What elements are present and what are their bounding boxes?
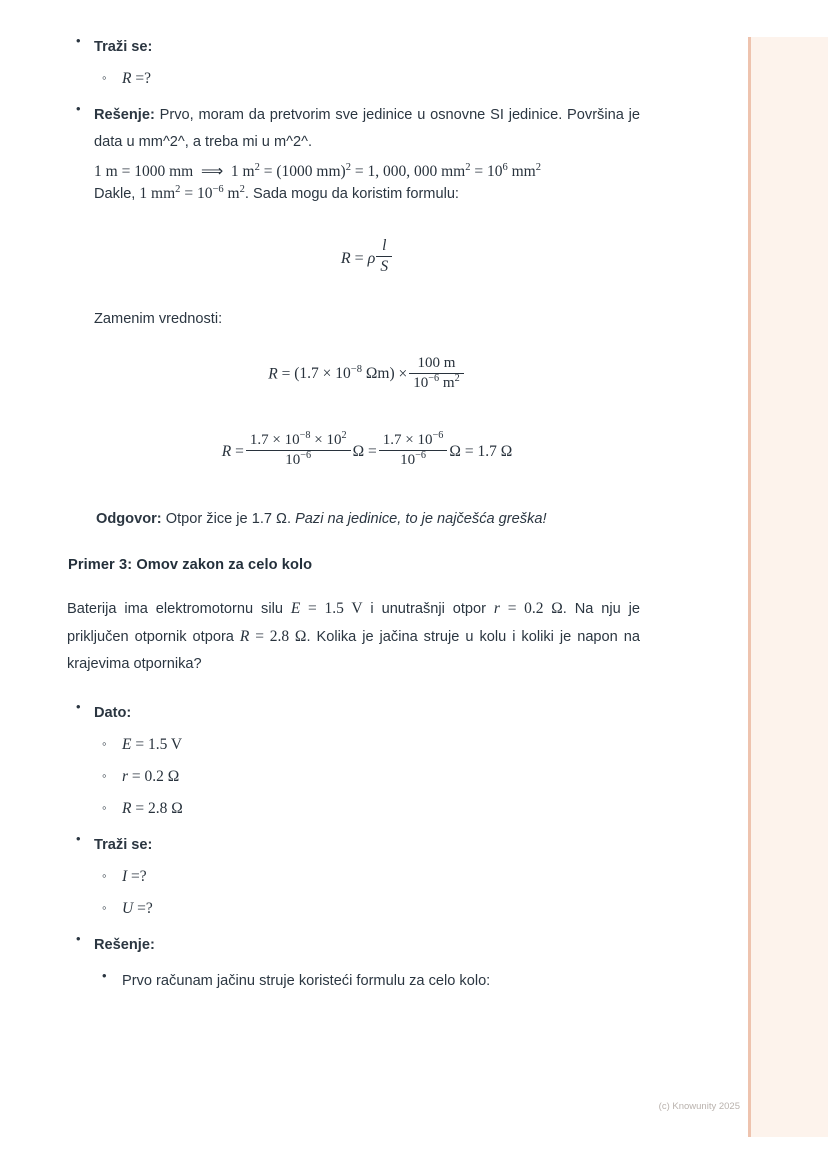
- list-item: [94, 736, 640, 754]
- fraction-length-over-area: $\frac{100 m}{10^{-6} m^2}$: [409, 355, 463, 392]
- trazi-se-label-prev: Traži se:: [94, 39, 153, 55]
- odgovor-label: Odgovor:: [96, 510, 162, 527]
- statement-mid1: i unutrašnji otpor: [362, 600, 494, 617]
- statement-post: . Kolika je jačina struje u kolu i koliki je napon na krajevima otpornika?: [67, 628, 640, 672]
- trazi-se-block: [68, 832, 640, 918]
- given-E: E = 1.5 V: [122, 735, 183, 753]
- primer3-lists: [68, 700, 640, 995]
- resenje-block-prev: [68, 102, 640, 533]
- trazi-se-sublist-prev: [94, 70, 640, 88]
- dakle-prefix: Dakle,: [94, 186, 140, 202]
- zamenim-vrednosti-label: Zamenim vrednosti:: [94, 311, 223, 327]
- formula-resistance: R = ρ $\frac{l}{S}$: [94, 237, 640, 276]
- odgovor-note: Pazi na jedinice, to je najčešća greška!: [295, 510, 547, 527]
- primer3-heading: Primer 3: Omov zakon za celo kolo: [68, 556, 313, 573]
- resenje-label: Rešenje:: [94, 936, 155, 953]
- dakle-line: [94, 181, 640, 207]
- primer3-statement: [67, 595, 640, 678]
- list-item: [68, 34, 640, 88]
- list-item: [94, 768, 640, 786]
- trazi-se-block-prev: [68, 34, 640, 533]
- formula-final-calculation: R = $\frac{1.7 \times 10^{-8} \times 10^2}{10^{-6}}$ Ω = $\frac{1.7 \times 10^{-6}}{10^{-6}}$ Ω = 1.7 Ω: [221, 430, 513, 469]
- resenje-block: [68, 932, 640, 995]
- unit-conversion-line: 1 m = 1000 mm ⟹ 1 $m^2 = (1000$ mm)$^2$ = 1, 000, 000 $mm^2 = 10^6$ $mm^2$: [94, 161, 541, 180]
- footer-copyright: (c) Knowunity 2025: [658, 1101, 740, 1112]
- statement-E: E = 1.5 V: [290, 599, 363, 617]
- statement-pre: Baterija ima elektromotornu silu: [67, 600, 291, 617]
- dato-block: [68, 700, 640, 818]
- list-item: [94, 800, 640, 818]
- decorative-side-panel: [748, 37, 828, 1137]
- unknown-I: I =?: [122, 867, 147, 885]
- list-item: [94, 968, 640, 995]
- fraction-l-over-S: $\frac{l}{S}$: [376, 237, 392, 276]
- list-item: [94, 900, 640, 918]
- statement-R: R = 2.8 Ω: [239, 627, 307, 645]
- resenje-paragraph: [94, 102, 640, 156]
- resenje-step-1: Prvo računam jačinu struje koristeći formulu za celo kolo:: [122, 972, 491, 989]
- fraction-calc-2: $\frac{1.7 \times 10^{-6}}{10^{-6}}$: [379, 432, 448, 470]
- dato-sublist: [94, 736, 640, 818]
- unknown-U: U =?: [122, 899, 153, 917]
- formula-substitution: $R = (1.7 \times 10^{-8}$ Ωm) × $\frac{100 m}{10^{-6} m^2}$: [94, 355, 640, 392]
- odgovor-text: Otpor žice je 1.7 Ω.: [161, 510, 296, 527]
- dakle-suffix: . Sada mogu da koristim formulu:: [244, 186, 459, 202]
- trazi-se-label: Traži se:: [94, 836, 153, 853]
- fraction-calc-1: $\frac{1.7 \times 10^{-8} \times 10^2}{10^{-6}}$: [246, 432, 351, 470]
- resenje-label-prev: Rešenje:: [94, 107, 155, 123]
- dakle-math: 1 $mm^2 = 10^{-6}$ $m^2$: [139, 183, 245, 202]
- statement-r: r = 0.2 Ω: [493, 599, 563, 617]
- statement-mid2: . Na nju je priključen otpornik otpora: [67, 600, 641, 645]
- odgovor-line: [94, 506, 640, 533]
- list-item: [94, 70, 640, 88]
- given-r: r = 0.2 Ω: [122, 767, 180, 785]
- resenje-text: Prvo, moram da pretvorim sve jedinice u osnovne SI jedinice. Površina je data u mm^2^, a treba mi u m^2^.: [94, 107, 640, 150]
- list-item: [94, 868, 640, 886]
- unknown-R: R =?: [122, 70, 151, 87]
- given-R: R = 2.8 Ω: [122, 799, 183, 817]
- dato-label: Dato:: [94, 704, 132, 721]
- decorative-vertical-rule: [748, 37, 751, 1137]
- trazi-se-sublist: [94, 868, 640, 918]
- document-content: [68, 34, 640, 1009]
- resenje-sublist: [94, 968, 640, 995]
